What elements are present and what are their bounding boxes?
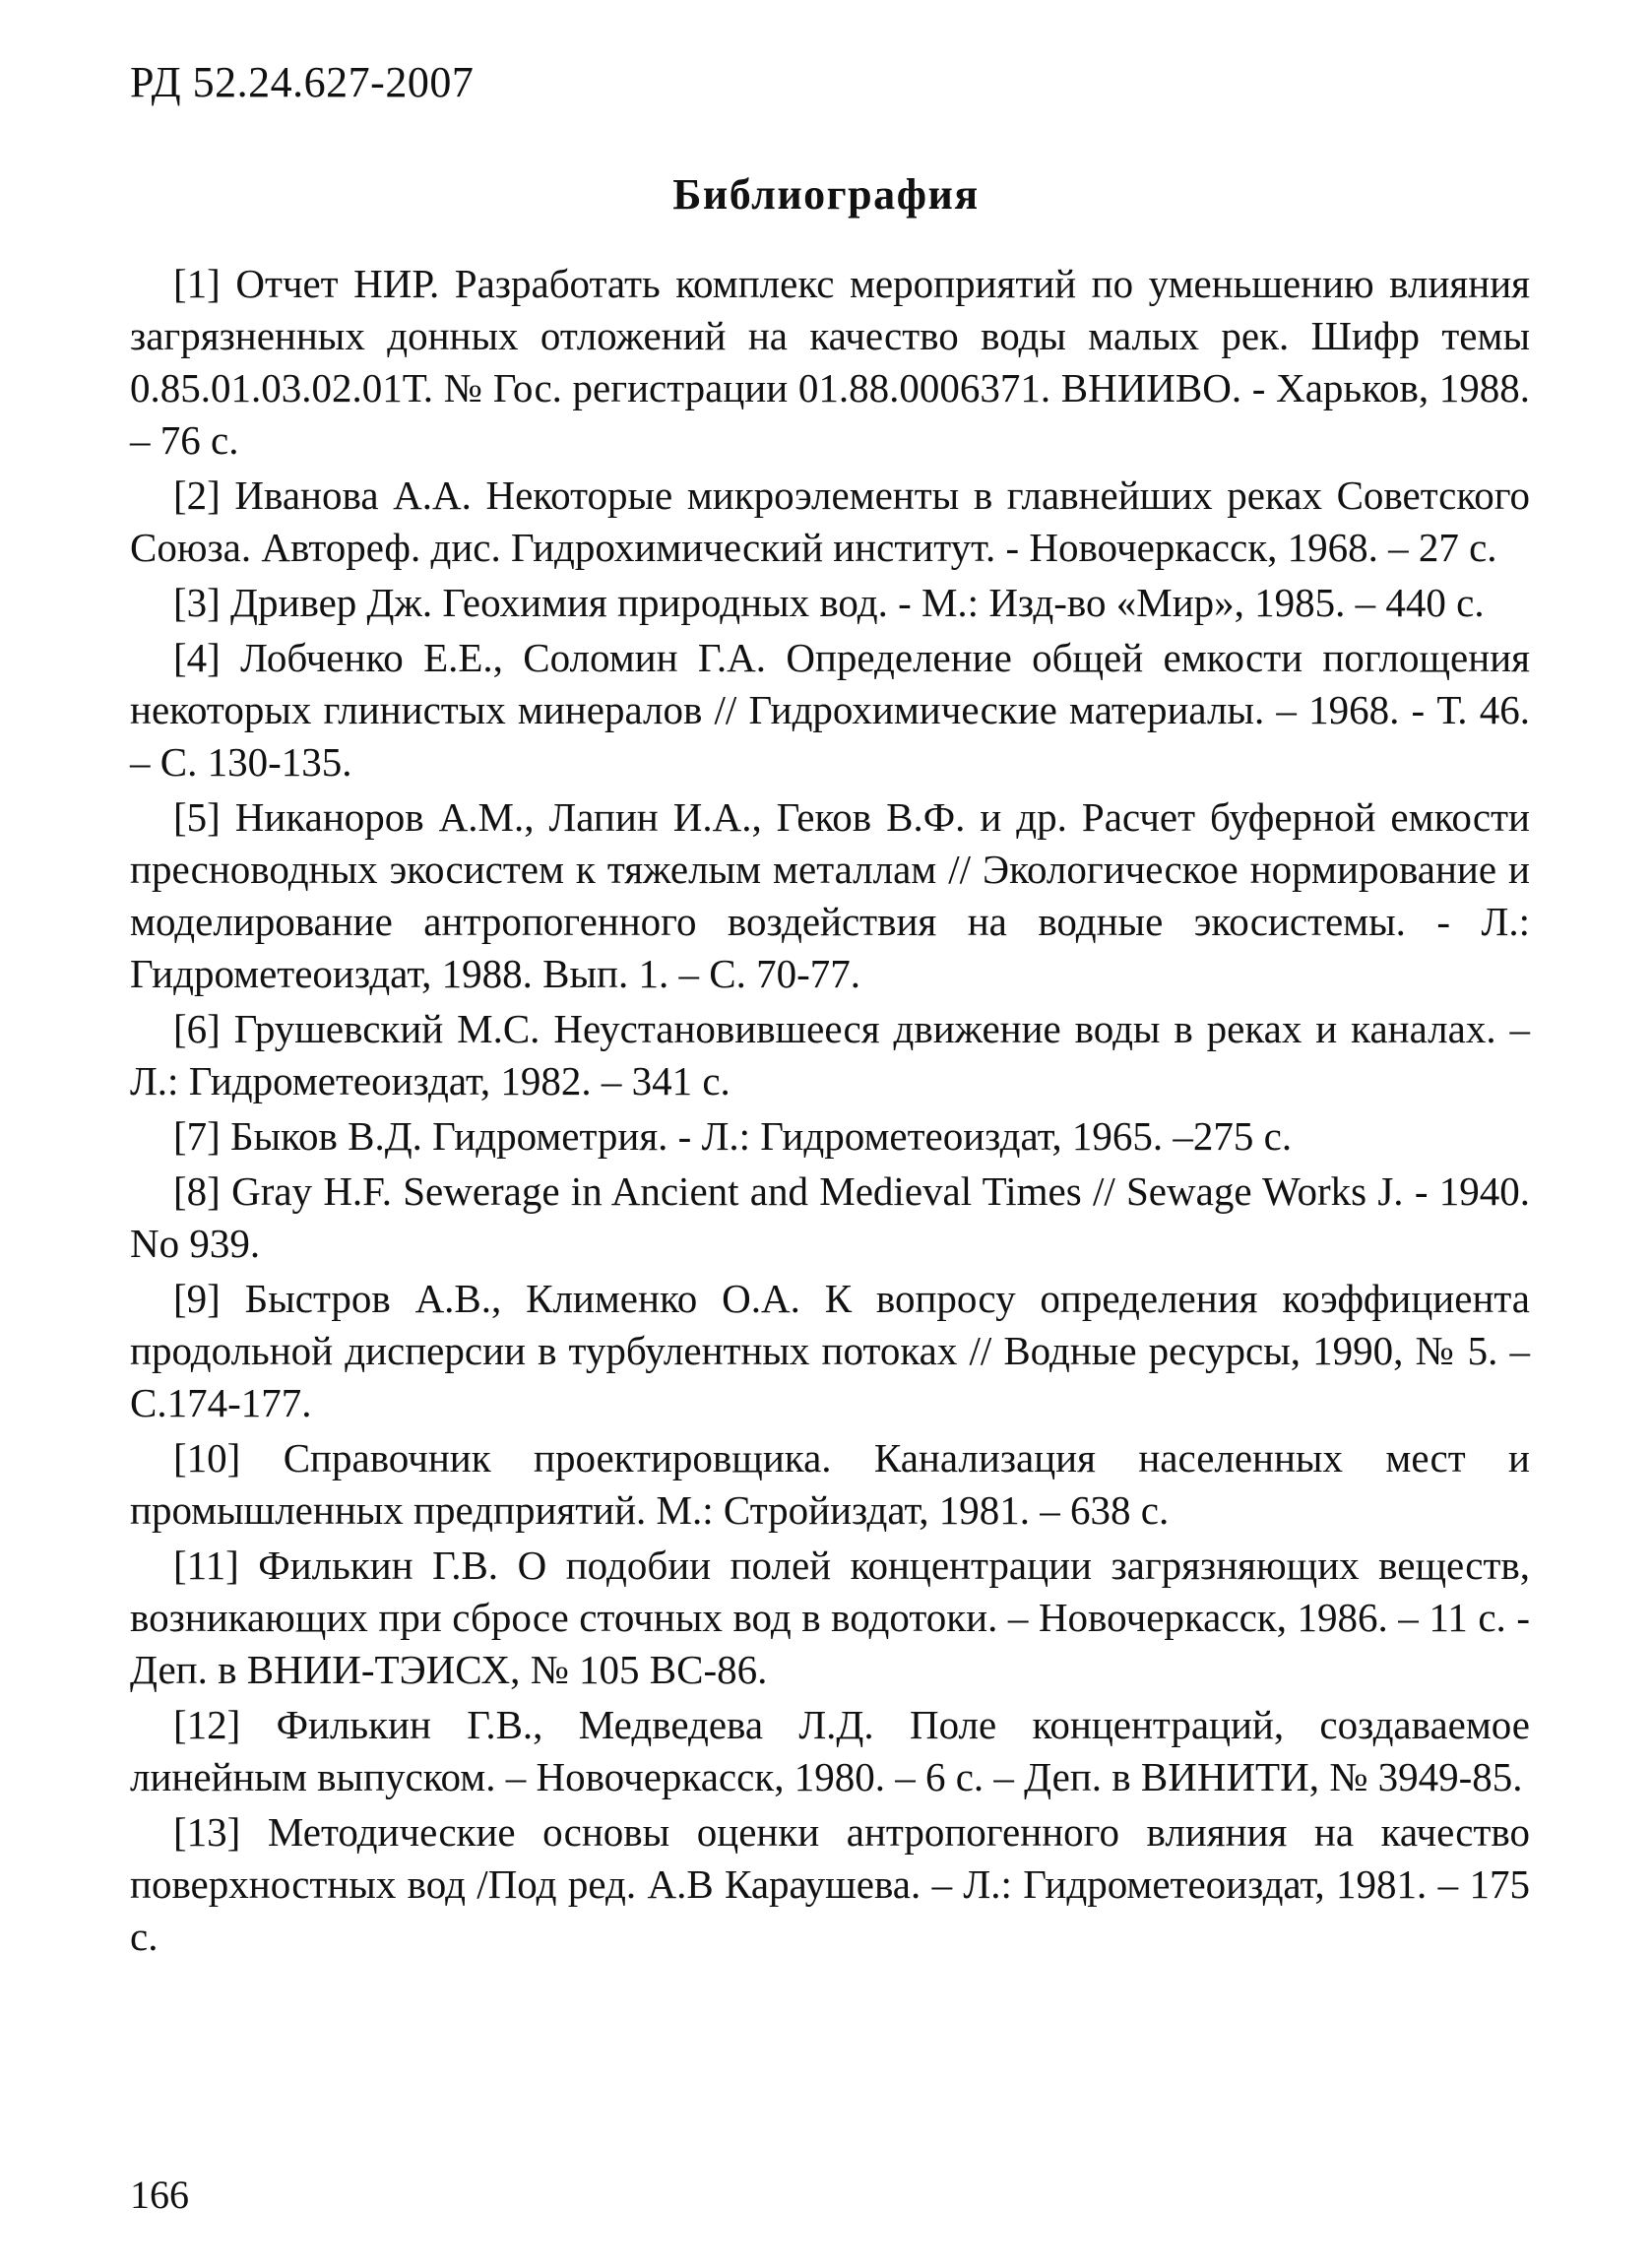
bibliography-entry-13: [13] Методические основы оценки антропогенного влияния на качество поверхностных вод /Под ред. А.В Караушева. – Л.: Гидрометеоиздат, 1981. – 175 с. xyxy=(130,1809,1530,1959)
bibliography-entry-7: [7] Быков В.Д. Гидрометрия. - Л.: Гидрометеоиздат, 1965. –275 с. xyxy=(173,1113,1293,1159)
bibliography-entry-4: [4] Лобченко Е.Е., Соломин Г.А. Определение общей емкости поглощения некоторых глинистых минералов // Гидрохимические материалы. – 1968. - Т. 46. – С. 130-135. xyxy=(130,635,1530,785)
bibliography-entry-11: [11] Филькин Г.В. О подобии полей концентрации загрязняющих веществ, возникающих при сбросе сточных вод в водотоки. – Новочеркасск, 1986. – 11 с. - Деп. в ВНИИ-ТЭИСХ, № 105 ВС-86. xyxy=(130,1543,1530,1692)
bibliography-entry-1: [1] Отчет НИР. Разработать комплекс мероприятий по уменьшению влияния загрязненных донных отложений на качество воды малых рек. Шифр темы 0.85.01.03.02.01Т. № Гос. регистрации 01.88.0006371. ВНИИВО. - Харьков, 1988. – 76 с. xyxy=(130,261,1530,463)
bibliography-entry-10: [10] Справочник проектировщика. Канализация населенных мест и промышленных предприятий. М.: Стройиздат, 1981. – 638 с. xyxy=(130,1435,1530,1533)
bibliography-entry-12: [12] Филькин Г.В., Медведева Л.Д. Поле концентраций, создаваемое линейным выпуском. – Новочеркасск, 1980. – 6 с. – Деп. в ВИНИТИ, № 3949-85. xyxy=(130,1702,1530,1799)
section-title: Библиография xyxy=(672,170,980,219)
bibliography-entry-9: [9] Быстров А.В., Клименко О.А. К вопросу определения коэффициента продольной дисперсии в турбулентных потоках // Водные ресурсы, 1990, № 5. – С.174-177. xyxy=(130,1276,1530,1425)
page-number: 166 xyxy=(130,2173,189,2217)
bibliography-list xyxy=(130,258,1530,1966)
bibliography-entry-6: [6] Грушевский М.С. Неустановившееся движение воды в реках и каналах. – Л.: Гидрометеоиздат, 1982. – 341 с. xyxy=(130,1006,1530,1103)
document-code-header: РД 52.24.627-2007 xyxy=(130,58,475,106)
bibliography-entry-2: [2] Иванова А.А. Некоторые микроэлементы в главнейших реках Советского Союза. Автореф. дис. Гидрохимический институт. - Новочеркасск, 1968. – 27 с. xyxy=(130,472,1530,570)
bibliography-entry-3: [3] Дривер Дж. Геохимия природных вод. - М.: Изд-во «Мир», 1985. – 440 с. xyxy=(173,580,1485,625)
bibliography-entry-5: [5] Никаноров А.М., Лапин И.А., Геков В.Ф. и др. Расчет буферной емкости пресноводных экосистем к тяжелым металлам // Экологическое нормирование и моделирование антропогенного воздействия на водные экосистемы. - Л.: Гидрометеоиздат, 1988. Вып. 1. – С. 70-77. xyxy=(130,794,1530,996)
bibliography-entry-8: [8] Gray H.F. Sewerage in Ancient and Medieval Times // Sewage Works J. - 1940. No 939. xyxy=(130,1168,1530,1266)
